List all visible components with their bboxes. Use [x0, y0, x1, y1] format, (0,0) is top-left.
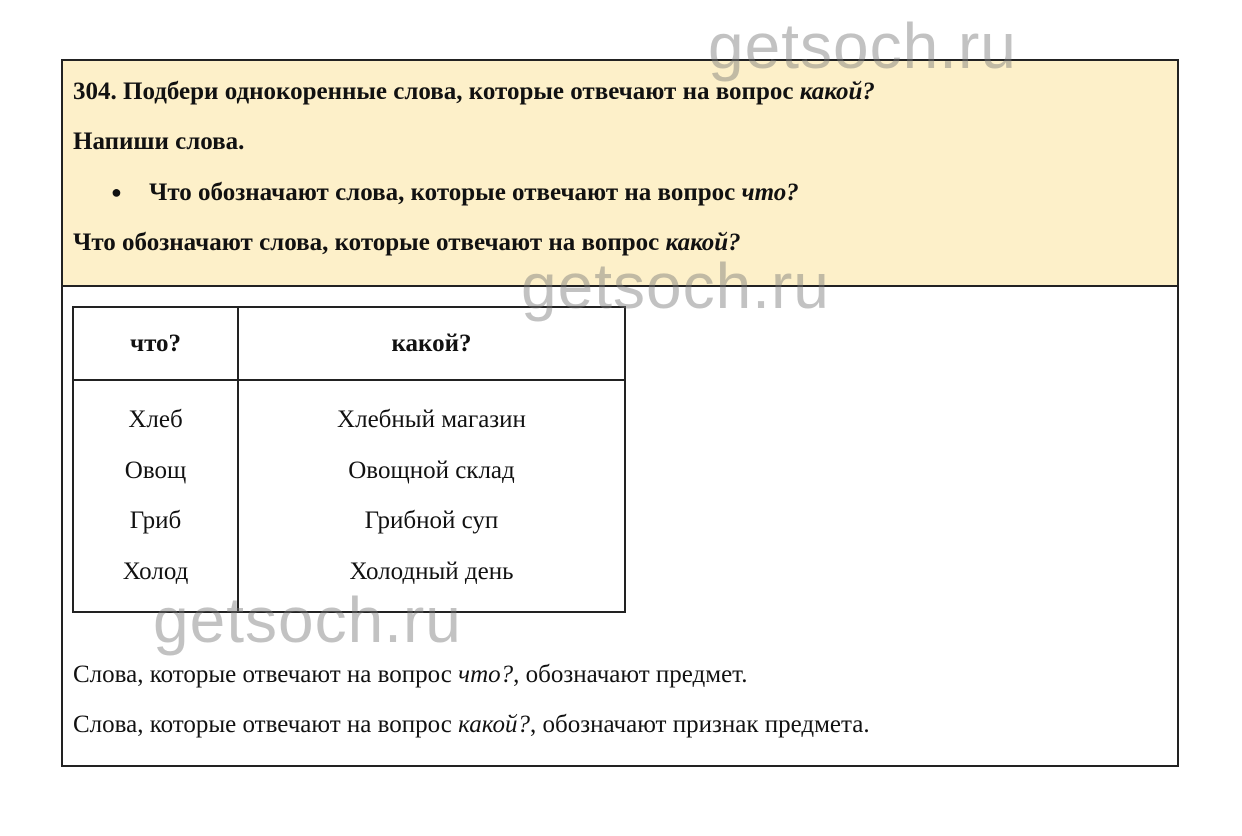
header-what: что?: [73, 307, 238, 380]
conclusion-line-2: [73, 710, 870, 740]
conclusion-2-question: какой?: [458, 711, 530, 738]
second-question-word: какой?: [665, 229, 741, 256]
bullet-icon: ●: [111, 182, 122, 202]
list-item: Грибной суп: [364, 507, 499, 534]
task-second-question: [73, 228, 741, 258]
conclusion-2-pre: Слова, которые отвечают на вопрос: [73, 711, 459, 738]
task-instruction: Напиши слова.: [73, 128, 245, 155]
task-bullet-question: [111, 177, 799, 208]
conclusion-1-pre: Слова, которые отвечают на вопрос: [73, 661, 459, 688]
list-item: Овощной склад: [348, 456, 515, 484]
task-title-text: 304. Подбери однокоренные слова, которые отвечают на вопрос: [73, 78, 800, 105]
list-item: Холодный день: [349, 557, 514, 585]
list-item: Овощ: [124, 456, 187, 484]
watermark: getsoch.ru: [708, 10, 1017, 82]
watermark: getsoch.ru: [153, 584, 462, 656]
conclusion-1-question: что?: [458, 661, 514, 688]
words-table: [72, 306, 626, 613]
list-item: Гриб: [129, 507, 182, 534]
watermark: getsoch.ru: [521, 250, 830, 322]
bullet-question-word: что?: [741, 179, 799, 206]
header-which: какой?: [238, 307, 625, 380]
adjectives-cell: [238, 380, 625, 612]
nouns-cell: [73, 380, 238, 612]
table-header-row: [73, 307, 625, 380]
bullet-question-text: Что обозначают слова, которые отвечают на вопрос: [149, 179, 742, 206]
conclusion-line-1: [73, 660, 747, 690]
task-title: [73, 77, 875, 107]
second-question-text: Что обозначают слова, которые отвечают на вопрос: [73, 229, 666, 256]
task-title-question: какой?: [799, 78, 875, 105]
answer-frame: [61, 59, 1179, 767]
task-panel: [63, 61, 1177, 287]
list-item: Холод: [122, 557, 189, 585]
conclusion-1-post: , обозначают предмет.: [513, 661, 748, 688]
list-item: Хлеб: [128, 406, 183, 433]
list-item: Хлебный магазин: [337, 406, 526, 433]
conclusion-2-post: , обозначают признак предмета.: [529, 711, 870, 738]
table-row: [73, 380, 625, 612]
